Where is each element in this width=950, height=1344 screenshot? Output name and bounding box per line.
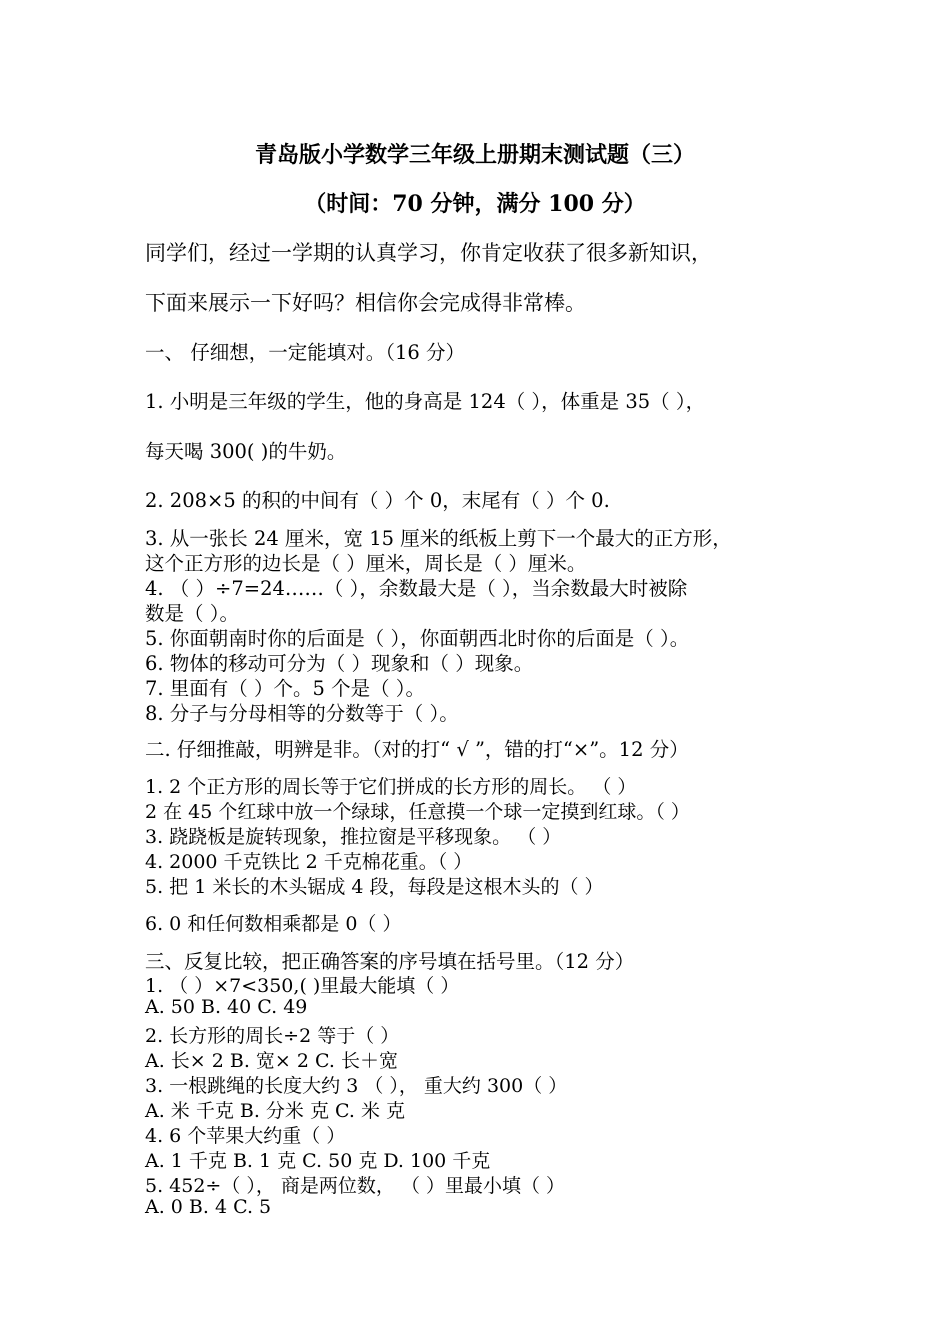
section2-item: 6. 0 和任何数相乘都是 0（ ） <box>145 913 402 935</box>
section1-heading: 一、 仔细想，一定能填对。（16 分） <box>145 341 465 364</box>
section1-q8: 8. 分子与分母相等的分数等于（ ）。 <box>145 702 459 725</box>
section3-line: 2. 长方形的周长÷2 等于（ ） <box>145 1025 400 1047</box>
section3-line: 5. 452÷（ ）， 商是两位数， （ ）里最小填（ ） <box>145 1175 566 1197</box>
section1-q3-line2: 这个正方形的边长是（ ）厘米，周长是（ ）厘米。 <box>145 552 587 575</box>
section3-line: A. 米 千克 B. 分米 克 C. 米 克 <box>145 1100 405 1122</box>
page-subtitle: （时间：70 分钟，满分 100 分） <box>304 191 646 217</box>
section2-item: 1. 2 个正方形的周长等于它们拼成的长方形的周长。 （ ） <box>145 776 637 798</box>
section3-line: A. 长× 2 B. 宽× 2 C. 长＋宽 <box>145 1050 398 1072</box>
page-title: 青岛版小学数学三年级上册期末测试题（三） <box>254 142 695 168</box>
section1-q1-line2: 每天喝 300( )的牛奶。 <box>145 440 347 463</box>
section2-item: 3. 跷跷板是旋转现象，推拉窗是平移现象。 （ ） <box>145 826 562 848</box>
section2-item: 4. 2000 千克铁比 2 千克棉花重。（ ） <box>145 851 473 873</box>
section3-heading: 三、反复比较，把正确答案的序号填在括号里。（12 分） <box>145 950 635 973</box>
section3-line: A. 0 B. 4 C. 5 <box>145 1196 272 1218</box>
section1-q6: 6. 物体的移动可分为（ ）现象和（ ）现象。 <box>145 652 534 675</box>
section3-line: 4. 6 个苹果大约重（ ） <box>145 1125 346 1147</box>
section1-q3-line1: 3. 从一张长 24 厘米，宽 15 厘米的纸板上剪下一个最大的正方形， <box>145 527 732 550</box>
section1-q5: 5. 你面朝南时你的后面是（ ），你面朝西北时你的后面是（ ）。 <box>145 627 690 650</box>
section3-line: 3. 一根跳绳的长度大约 3 （ ）， 重大约 300（ ） <box>145 1075 568 1097</box>
intro-line-2: 下面来展示一下好吗？相信你会完成得非常棒。 <box>145 291 586 315</box>
section2-item: 2 在 45 个红球中放一个绿球，任意摸一个球一定摸到红球。（ ） <box>145 801 690 823</box>
section1-q4-line2: 数是（ ）。 <box>145 602 239 625</box>
section3-line: A. 50 B. 40 C. 49 <box>145 996 308 1018</box>
section2-heading: 二. 仔细推敲，明辨是非。（对的打“ √ ”，错的打“×”。12 分） <box>145 738 689 761</box>
section1-q7: 7. 里面有（ ）个。5 个是（ ）。 <box>145 677 426 700</box>
intro-line-1: 同学们，经过一学期的认真学习，你肯定收获了很多新知识， <box>145 241 712 265</box>
section1-q2: 2. 208×5 的积的中间有（ ）个 0，末尾有（ ）个 0. <box>145 489 610 512</box>
section2-item: 5. 把 1 米长的木头锯成 4 段，每段是这根木头的（ ） <box>145 876 604 898</box>
section3-line: A. 1 千克 B. 1 克 C. 50 克 D. 100 千克 <box>145 1150 491 1172</box>
section1-q4-line1: 4. （ ）÷7=24……（ ），余数最大是（ ），当余数最大时被除 <box>145 577 688 600</box>
section3-line: 1. （ ）×7<350,( )里最大能填（ ） <box>145 975 460 997</box>
section1-q1-line1: 1. 小明是三年级的学生，他的身高是 124（ ），体重是 35（ ）， <box>145 390 706 413</box>
